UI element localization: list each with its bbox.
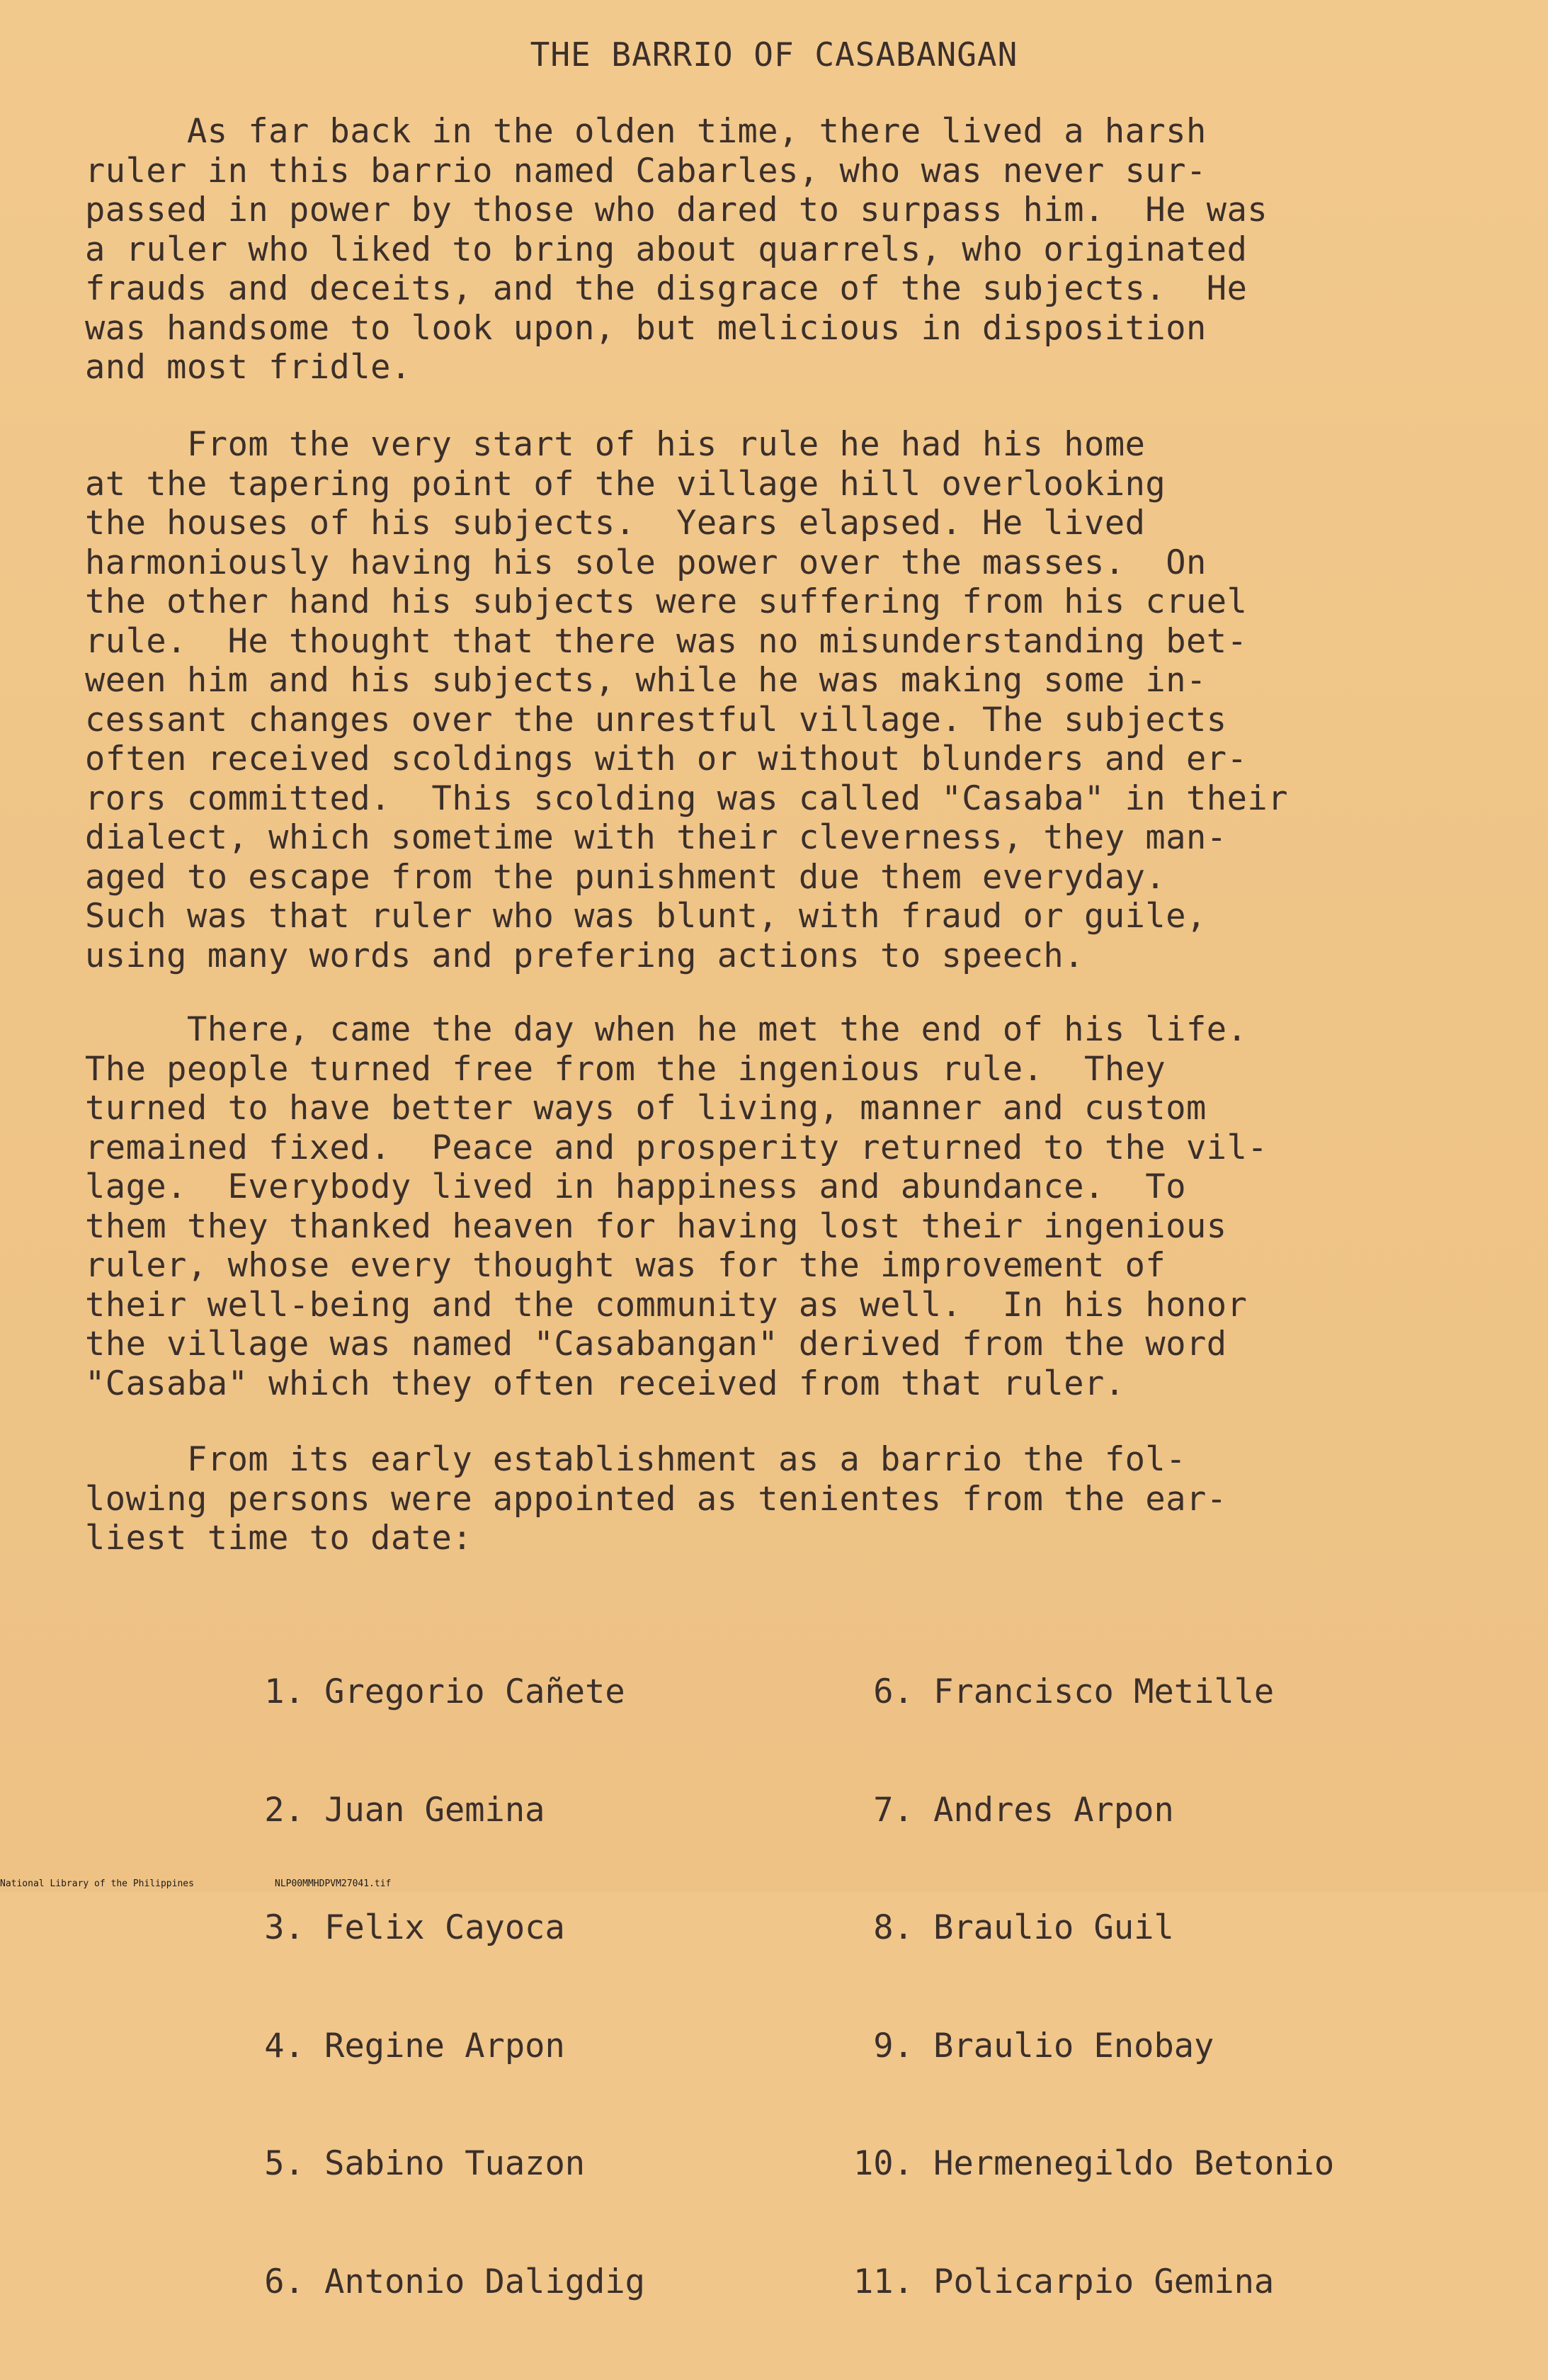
list-item: 2. Juan Gemina (244, 1790, 545, 1830)
list-item: 7. Andres Arpon (853, 1790, 1174, 1830)
list-item: 1. Gregorio Cañete (244, 1672, 625, 1711)
paragraph-2: From the very start of his rule he had his home at the tapering point of the village hill overlooking the houses of his subjects. Years elapsed. He lived harmoniously having his sole power over the masses. On the other hand his subjects were suffering from his cruel rule. He thought that there was no misunderstanding bet- ween him and his subjects, while he was making some in- cessant changes over the unrestful village. The subjects often received scoldings with or without blunders and er- rors committed. This scolding was called "Casaba" in their dialect, which sometime with their cleverness, they man- aged to escape from the punishment due them everyday. Such was that ruler who was blunt, with fraud or guile, using many words and prefering actions to speech. (85, 425, 1288, 975)
list-item: 8. Braulio Guil (853, 1908, 1174, 1947)
tenientes-list-right (853, 1594, 1334, 2380)
list-item: 6. Antonio Daligdig (244, 2262, 645, 2301)
paragraph-3: There, came the day when he met the end of his life. The people turned free from the ingenious rule. They turned to have better ways of living, manner and custom remained fixed. Peace and prosperity returned to the vil- lage. Everybody lived in happiness and abundance. To them they thanked heaven for having lost their ingenious ruler, whose every thought was for the improvement of their well-being and the community as well. In his honor the village was named "Casabangan" derived from the word "Casaba" which they often received from that ruler. (85, 1010, 1268, 1403)
library-label: National Library of the Philippines (0, 1878, 194, 1889)
scan-footer (0, 1878, 392, 1924)
filename-label: NLP00MMHDPVM27041.tif (275, 1878, 392, 1889)
list-item: 11. Policarpio Gemina (853, 2262, 1275, 2301)
paragraph-1: As far back in the olden time, there lived a harsh ruler in this barrio named Cabarles, who was never sur- passed in power by those who dared to surpass him. He was a ruler who liked to bring about quarrels, who originated frauds and deceits, and the disgrace of the subjects. He was handsome to look upon, but melicious in disposition and most fridle. (85, 112, 1268, 387)
list-item: 9. Braulio Enobay (853, 2026, 1214, 2066)
tenientes-list-left (244, 1594, 645, 2380)
document-title: THE BARRIO OF CASABANGAN (530, 35, 1018, 74)
list-item: 5. Sabino Tuazon (244, 2144, 586, 2183)
list-item: 3. Felix Cayoca (244, 1908, 565, 1947)
list-item: 6. Francisco Metille (853, 1672, 1275, 1711)
paragraph-4: From its early establishment as a barrio the fol- lowing persons were appointed as tenientes from the ear- liest time to date: (85, 1440, 1227, 1558)
list-item: 4. Regine Arpon (244, 2026, 565, 2066)
list-item: 10. Hermenegildo Betonio (853, 2144, 1335, 2183)
